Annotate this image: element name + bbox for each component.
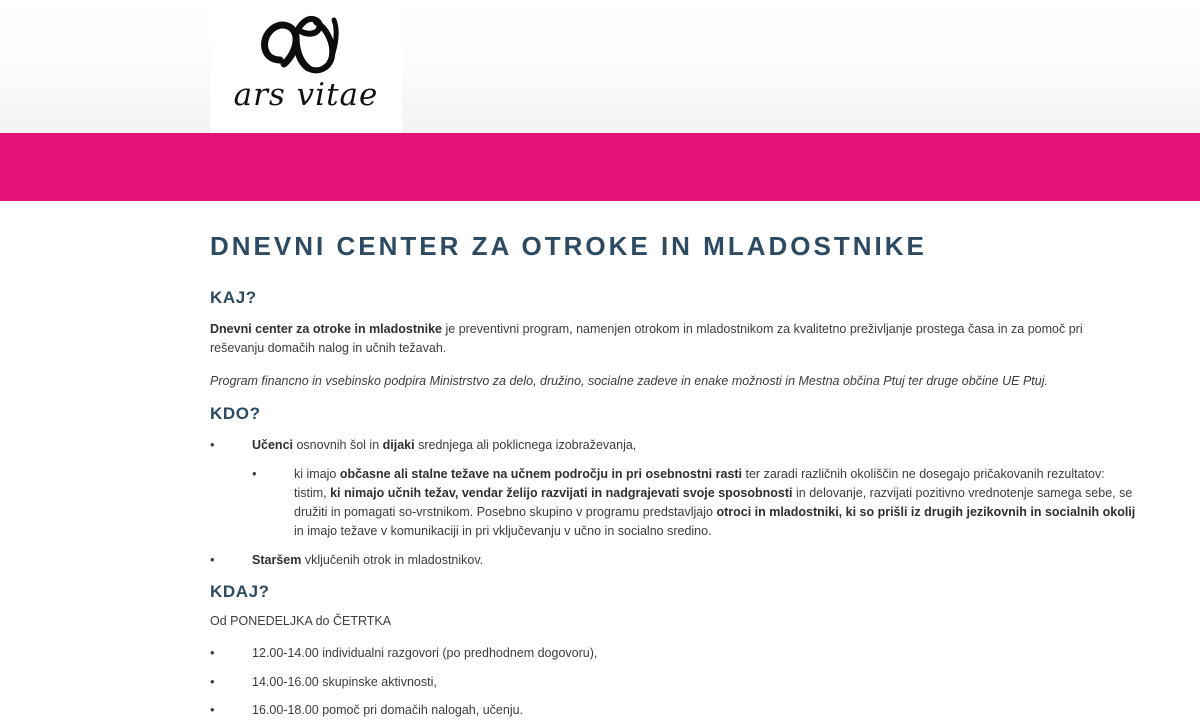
logo-wordmark: ars vitae xyxy=(233,77,379,113)
list-item: • 12.00-14.00 individualni razgovori (po predhodnem dogovoru), xyxy=(210,644,1140,663)
kdo-sub-b2: ki nimajo učnih težav, vendar želijo razvijati in nadgrajevati svoje sposobnosti xyxy=(330,486,793,500)
kdo-sub-b1: občasne ali stalne težave na učnem področju in pri osebnostni rasti xyxy=(339,467,743,481)
section-heading-kdo: KDO? xyxy=(210,404,261,424)
list-item: • 16.00-18.00 pomoč pri domačih nalogah, učenju. xyxy=(210,701,1140,720)
kdo-b2-bold: Staršem xyxy=(252,553,302,567)
kdaj-time-list xyxy=(210,644,1140,720)
kdo-sub-t4: in imajo težave v komunikaciji in pri vključevanju v učno in socialno sredino. xyxy=(294,524,712,538)
kdo-b1-bold1: Učenci xyxy=(252,438,293,453)
section-heading-kdaj: KDAJ? xyxy=(210,581,270,601)
kdo-b2-rest: vključenih otrok in mladostnikov. xyxy=(301,553,484,567)
kdo-b1-bold2: dijaki xyxy=(382,438,415,453)
main-content xyxy=(0,201,1200,720)
kdo-b1-mid: osnovnih šol in xyxy=(293,438,383,453)
section-heading-kaj: KAJ? xyxy=(210,288,257,307)
site-header xyxy=(0,0,1200,133)
kdo-sub-b3: otroci in mladostniki, ki so prišli iz drugih jezikovnih in socialnih okolij xyxy=(716,505,1136,519)
accent-bar xyxy=(0,133,1200,201)
kdo-b1-end: srednjega ali poklicnega izobraževanja, xyxy=(414,438,637,453)
kdo-sub-t3: in delovanje, razvijati pozitivno vrednotenje samega sebe, se družiti in pomagati so-vrstnikom. Posebno skupino v programu predstavljajo xyxy=(294,486,1133,519)
kaj-paragraph-rest: je preventivni program, namenjen otrokom in mladostnikom za kvalitetno preživljanje prostega časa in za pomoč pri reševanju domačih nalog in učnih težavah. xyxy=(210,322,1083,355)
site-logo[interactable] xyxy=(210,0,402,133)
list-item xyxy=(210,551,1140,570)
kdo-bullet-list xyxy=(210,436,1140,570)
kdo-sub-t2: ter zaradi različnih okoliščin ne dosegajo pričakovanih rezultatov: tistim, xyxy=(294,467,1105,500)
kaj-paragraph xyxy=(210,320,1140,358)
kdo-sub-bullet-list xyxy=(252,465,1140,541)
list-item: • 14.00-16.00 skupinske aktivnosti, xyxy=(210,673,1140,692)
kdo-sub-t1: ki imajo xyxy=(294,467,340,481)
list-item xyxy=(210,436,1140,541)
kdaj-lead: Od PONEDELJKA do ČETRTKA xyxy=(210,613,392,628)
list-item xyxy=(252,465,1140,541)
page-title: DNEVNI CENTER ZA OTROKE IN MLADOSTNIKE xyxy=(210,231,927,261)
kaj-paragraph-lead: Dnevni center za otroke in mladostnike xyxy=(210,322,443,336)
ars-vitae-logo-icon xyxy=(246,2,366,84)
kaj-note: Program financno in vsebinsko podpira Ministrstvo za delo, družino, socialne zadeve in enake možnosti in Mestna občina Ptuj ter druge občine UE Ptuj. xyxy=(210,373,1048,388)
